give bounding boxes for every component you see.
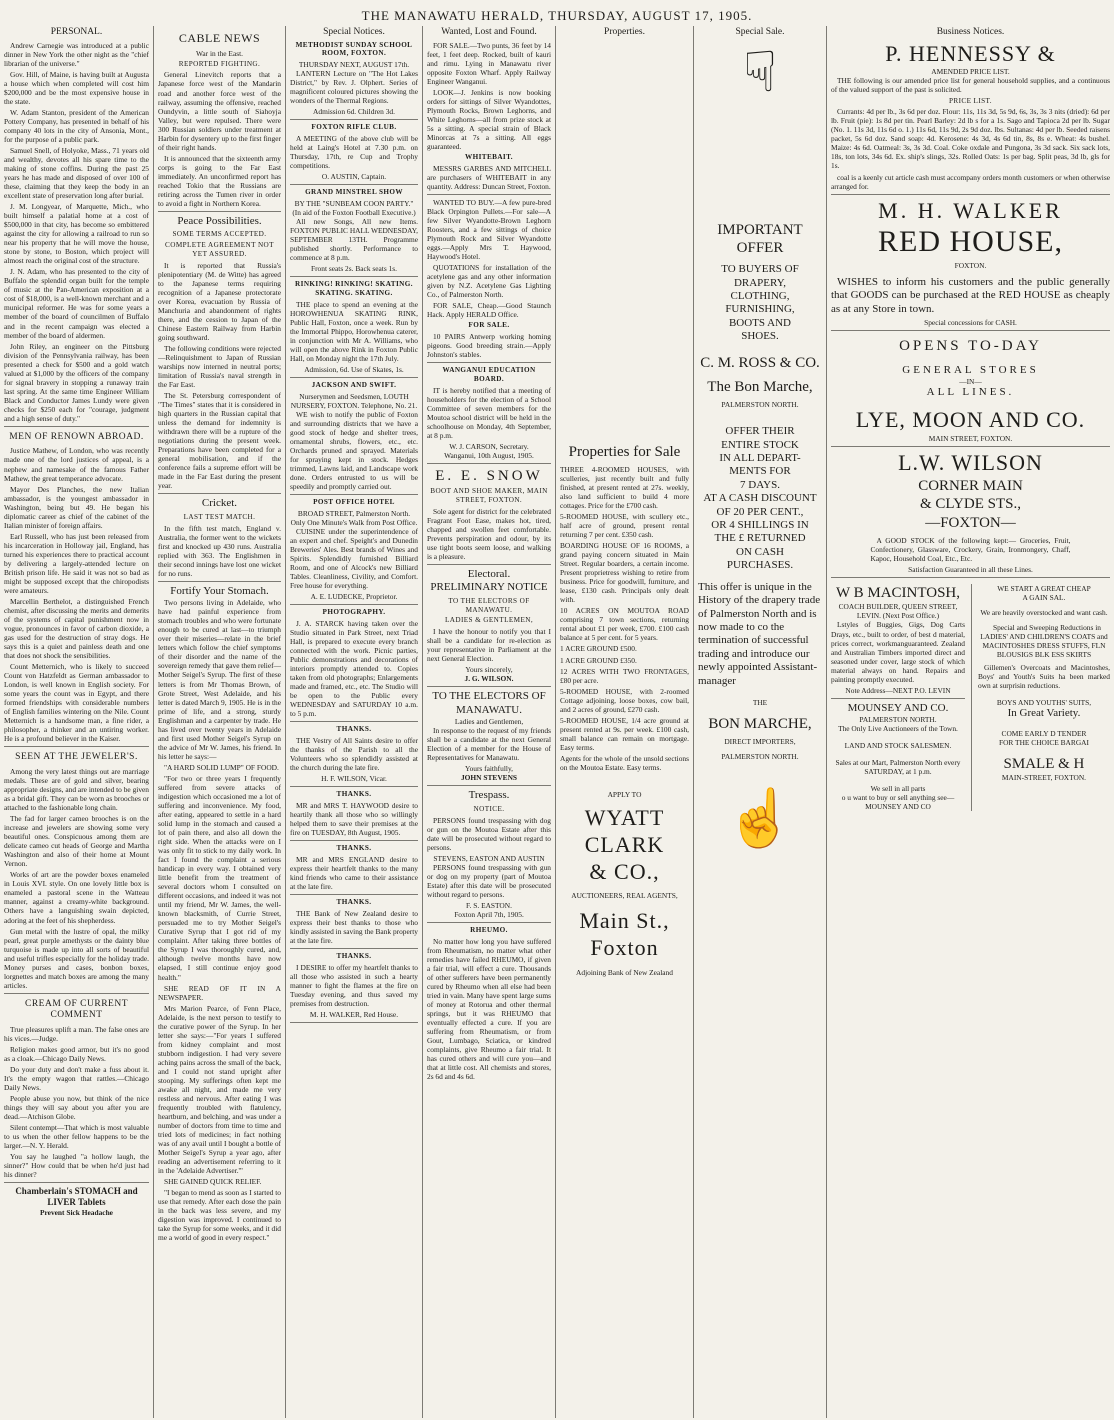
article-body bbox=[4, 767, 149, 990]
notice-text: I DESIRE to offer my heartfelt thanks to all those who assisted in such a hearty manner to fight the flames at the fire on Tuesday evening, and thus saved my premises from destruction. bbox=[290, 962, 418, 1009]
notice-signature: J. G. WILSON. bbox=[464, 674, 514, 684]
notice-title: PRELIMINARY NOTICE bbox=[430, 581, 548, 594]
paragraph: Gov. Hill, of Maine, is having built at Augusta a house which when completed will cost him $200,000 and be the most expensive house in the state. bbox=[4, 69, 149, 106]
advert-line: BOOTS AND bbox=[728, 316, 792, 329]
advert-line: IN ALL DEPART- bbox=[719, 452, 801, 465]
notice-text: J. A. STARCK having taken over the Studio situated in Park Street, next Triad Hall, is prepared to execute every branch connected with the work. Picnic parties, Public demonstrations and decorations of interiors promptly attended to. Copies taken from old photographs; Enlargements made and framed, etc., etc. The Studio will be open to the Public every WEDNESDAY and SATURDAY 10 a.m. to 5 p.m. bbox=[290, 619, 418, 719]
notice bbox=[290, 381, 418, 495]
notice-title: WHITEBAIT. bbox=[464, 152, 513, 161]
advert-text: Sole agent for district for the celebrated Fragrant Foot Ease, makes hot, tired, chapped and swollen feet comfortable. Prevents perspiration and odour, by its use tight boots seem loose, and walking is a pleasure. bbox=[427, 506, 551, 561]
property-list bbox=[560, 465, 689, 752]
paragraph: Do your duty and don't make a fuss about it. It's the empty wagon that rattles.—Chicago Daily News. bbox=[4, 1065, 149, 1093]
advert-text: o u want to buy or sell anything see— bbox=[841, 793, 955, 803]
notice-title: FOXTON RIFLE CLUB. bbox=[311, 123, 397, 132]
notice bbox=[290, 844, 418, 895]
notice-text: THE Bank of New Zealand desire to express their best thanks to those who kindly assisted in saving the Bank property at the late fire. bbox=[290, 908, 418, 946]
advert-text: In Great Variety. bbox=[1007, 707, 1081, 720]
notice bbox=[290, 952, 418, 1023]
divider bbox=[290, 119, 418, 120]
column-properties bbox=[556, 26, 693, 1418]
advert-subtitle: ALL LINES. bbox=[926, 386, 1015, 398]
paragraph: Two persons living in Adelaide, who have had painful experience from stomach troubles and who were fortunate enough to be cured at last—to triumph over their miseries—relate in the brief letters which follow the chief symptoms of their disorder and the name of the sovereign remedy that gave them relief—Mother Seigel's Syrup. The first of these letters is from Mr Thomas Brown, of Grote Street, West Adelaide, and his letter is dated March 9, 1905. He is in the prime of life, and a strong, sturdy Englishman and a carpenter by trade. He has lived over twenty years in Adelaide and first used Mother Seigel's Syrup on the advice of Mr W. James, his friend. In his letter he says:— bbox=[158, 598, 281, 761]
notice-title: METHODIST SUNDAY SCHOOL ROOM, FOXTON. bbox=[295, 40, 413, 58]
divider bbox=[290, 604, 418, 605]
paragraph: J. N. Adam, who has presented to the city of Buffalo the splendid organ built for the temple of music at the Pan-American exposition at a cost of $18,000, is a well-known merchant and a municipal reformer. He was for some years a member of the board of councilmen of Buffalo and in the recent campaign was elected a member of the board of aldermen. bbox=[4, 267, 149, 340]
notice bbox=[290, 725, 418, 787]
masthead: THE MANAWATU HERALD, THURSDAY, AUGUST 17, 1905. bbox=[361, 8, 753, 23]
article-body bbox=[158, 598, 281, 1242]
notice-text: 10 PAIRS Antwerp working homing pigeons. Good breeding strain.—Apply Johnston's stables. bbox=[427, 332, 551, 360]
notice-subtitle: BROAD STREET, Palmerston North. Only One Minute's Walk from Post Office. bbox=[290, 509, 418, 528]
classified-item: WANTED TO BUY.—A few pure-bred Black Orpington Pullets.—For sale—A few Silver Wyandotte-Brown Leghorn Roosters, and a few sittings of choice Plymouth Rock and Silver Wyandotte eggs.—Apply Mrs T. Haywood, Haywood's Hotel. bbox=[427, 197, 551, 262]
notice-title: FOR SALE. bbox=[468, 321, 510, 330]
classified-item: FOR SALE.—Two punts, 36 feet by 14 feet, 1 feet deep. Rocked, built of kauri and rimu. Lying in Manawatu river opposite Foxton Wharf. Apply Railway Engineer Wanganui. bbox=[427, 40, 551, 86]
firm-address: & CLYDE STS., bbox=[919, 496, 1021, 513]
advert-text: Satisfaction Guaranteed in all these Lines. bbox=[908, 565, 1033, 575]
notice-subtitle: THURSDAY NEXT, AUGUST 17th. bbox=[298, 60, 410, 70]
notice-text: MESSRS GARBES AND MITCHELL are purchasers of WHITEBAIT in any quantity. Address: Duncan Street, Foxton. bbox=[427, 163, 551, 191]
paragraph: Earl Russell, who has just been released from his incarceration in Holloway jail, England, has turned his experiences there to practical account by delivering a largely-attended lecture on British prison life. He said it was not so bad as might be supposed except that the chiropodists were amateurs. bbox=[4, 531, 149, 595]
firm-address: COACH BUILDER, QUEEN STREET, LEVIN. (Next Post Office.) bbox=[838, 602, 958, 621]
firm-address: —FOXTON— bbox=[925, 514, 1016, 531]
notice-footer: M. H. WALKER, Red House. bbox=[309, 1010, 399, 1020]
divider bbox=[158, 581, 281, 582]
classified-item: LOOK—J. Jenkins is now booking orders for sittings of Silver Wyandottes, Plymouth Rocks, Brown Leghorns, and White Leghorns—all from prize stock at 5s a sitting. A special strain of Black Minorcas at 7s a sitting. All eggs guaranteed. bbox=[427, 87, 551, 151]
advert-lines bbox=[698, 263, 822, 343]
notices-list bbox=[290, 41, 418, 1024]
firm-location: Adjoining Bank of New Zealand bbox=[576, 968, 673, 978]
notice-footer: H. F. WILSON, Vicar. bbox=[321, 774, 387, 784]
advert-line: 7 DAYS. bbox=[740, 478, 780, 491]
classified-list bbox=[427, 198, 551, 319]
section-heading: CREAM OF CURRENT COMMENT bbox=[24, 998, 128, 1021]
article-body bbox=[158, 524, 281, 578]
notice-title: PHOTOGRAPHY. bbox=[322, 608, 386, 617]
advert-text: Special and Sweeping Reductions in LADIES' AND CHILDREN'S COATS and MACINTOSHES DRESS STUFFS, FLN BLOUSIGS BLK ESS SKIRTS bbox=[980, 623, 1108, 660]
advert-text: Agents for the whole of the unsold sections on the Moutoa Estate. Easy terms. bbox=[560, 753, 689, 772]
advert-text: BOYS AND YOUTHS' SUITS, bbox=[996, 698, 1092, 708]
firm-name: MOUNSEY AND CO. bbox=[847, 701, 949, 714]
notice-text: PERSONS found trespassing with gun or dog on my property (part of Moutoa Estate) after this date will be prosecuted without regard to persons. bbox=[427, 862, 551, 899]
classified-item: FOR SALE, Cheap.—Good Staunch Hack. Apply HERALD Office. bbox=[427, 301, 551, 320]
firm-name: MOUNSEY AND CO bbox=[865, 802, 931, 812]
firm-name: WYATT CLARK bbox=[584, 804, 665, 857]
store-name: BON MARCHE, bbox=[708, 715, 812, 732]
divider bbox=[427, 785, 551, 786]
divider bbox=[427, 564, 551, 565]
sub-heading: REPORTED FIGHTING. bbox=[178, 59, 261, 68]
advert-text: No matter how long you have suffered from Rheumatism, no matter what other remedies have failed RHEUMO, if given a fair trial, will effect a cure. Thousands of other sufferers have been permanently cured by Rheumo when all else had been tried in vain. Many have spent large sums of money at Rotorua and other thermal springs, but it was RHEUMO that eventually effected a cure. If you are suffering from Rheumatism, or from Gout, Lumbago, Sciatica, or kindred complaints, give Rheumo a fair trial. It has cured others and will cure you—and that at little cost. All chemists and stores, 2s 6d and 4s 6d. bbox=[427, 936, 551, 1082]
paragraph: In the fifth test match, England v. Australia, the former went to the wickets first and knocked up 430 runs. Australia replied with 363. The Englishmen in their second innings have lost one wicket for no runs. bbox=[158, 523, 281, 578]
notice-title: TO THE ELECTORS OF MANAWATU. bbox=[432, 690, 546, 716]
price-list: Currants: 4d per lb., 3s 6d per doz. Flour: 11s, 11s 3d, 5s 9d, 6s, 3s, 3s 3 nits (dried): 6d per lb. Fruit (pie): 1s 8d per tin. Pearl Barley: 2d lb s for a 1s. Sago and Tapioca 2d per lb. Sugar (No. 1. 11s 3d, 11s 6d o. 1.) 11s 6d, 11s 9d, 2s 9d doz. lbs. Sultanas: 4d per lb. Seeded raisens packet, 5s 6d doz. Sand soap: 4d. Kerosene: 4s 3d, 4s 6d tin, 8s, 8s e. Wheat: 4s bushel. Maize: 4s 6d. Oatmeal: 3s, 3s 3d. Coal. Coke oxdale and Pungona, 3s 3d sack. Six sack lots, 18s, ton lots, 34s 6d. Ex. ship's slings, 32s. Rolled Oats: 1s per bag. Split peas, 3d lb, gls for 1s. bbox=[831, 107, 1110, 171]
advert-line: PURCHASES. bbox=[726, 559, 794, 572]
notice bbox=[290, 608, 418, 722]
divider bbox=[831, 698, 965, 699]
notice-title: THANKS. bbox=[336, 844, 372, 853]
notice-text: CUISINE under the superintendence of an expert and chef. Speight's and Dunedin Breweries' Ales. Best brands of Wines and Spirits. Splendidly furnished Billiard Room, and one of Alcock's new Billiard Tables. Cleanliness, Civility, and Comfort. Free house for everything. bbox=[290, 527, 418, 591]
divider bbox=[427, 362, 551, 363]
notice-text: PERSONS found trespassing with dog or gun on the Moutoa Estate after this date will be prosecuted without regard to persons. bbox=[427, 815, 551, 852]
divider bbox=[831, 577, 1110, 578]
firm-address: Main St., Foxton bbox=[579, 908, 670, 961]
notice-text: MR and MRS ENGLAND desire to express their heartfelt thanks to the many kind friends who came to their assistance at the late fire. bbox=[290, 855, 418, 892]
firm-name: M. H. WALKER bbox=[878, 197, 1063, 223]
notice-text: A MEETING of the above club will be held at Laing's Hotel at 7.30 p.m. on Thursday, 17th, re Cup and Trophy competitions. bbox=[290, 134, 418, 171]
divider bbox=[290, 377, 418, 378]
notice-title: NOTICE. bbox=[473, 804, 505, 813]
advert-title: A GAIN SAL. bbox=[1022, 593, 1066, 603]
firm-name: W B MACINTOSH, bbox=[835, 585, 961, 602]
notice-text: All new Songs, All new Items. FOXTON PUBLIC HALL WEDNESDAY, SEPTEMBER 13TH. Programme published shortly. Performance to commence at 8 p.m. bbox=[290, 217, 418, 263]
paragraph: It is announced that the sixteenth army corps is going to the Far East immediately. An unconfirmed report has reached Tokio that the Russians are retiring across the Tumen river in order to avoid a fight in Northern Korea. bbox=[158, 153, 281, 208]
store-location: FOXTON. bbox=[954, 260, 987, 270]
sub-heading: Cricket. bbox=[201, 497, 238, 510]
property-item: 1 ACRE GROUND £350. bbox=[560, 655, 637, 665]
wilson-advert bbox=[871, 450, 1071, 574]
paragraph: Gun metal with the lustre of opal, the milky pearl, great purple amethysts or the dainty blue turquoise is made up into all sorts of beautiful and useful trifles especially for the holiday trade. Money purses and cases, bonbon boxes, lorgnettes and match boxes are among the many articles. bbox=[4, 926, 149, 990]
advert-text: THE bbox=[752, 697, 768, 707]
advert-text: APPLY TO bbox=[607, 789, 642, 799]
notice-title: RHEUMO. bbox=[470, 925, 508, 934]
article-body bbox=[4, 446, 149, 743]
property-item: BOARDING HOUSE OF 16 ROOMS, a grand paying concern situated in Main Street. Regular boarders, a certain income. Present proprietress wishing to retire from business. Price for goodwill, furniture, and lease, £130 cash. Principals only dealt with. bbox=[560, 541, 689, 605]
section-heading: Properties. bbox=[604, 27, 645, 37]
notice-footer: Admission 6d. Children 3d. bbox=[313, 107, 395, 117]
advert-text: Gillemen's Overcoats and Macintoshes, Boys' and Youth's Suits ha been marked own at surprisin reductions. bbox=[977, 663, 1110, 691]
article-body bbox=[4, 41, 149, 423]
divider bbox=[427, 194, 551, 195]
paragraph: The fad for larger cameo brooches is on the increase and jewelers are showing some very beautiful ones. Conspicuous among them are delicate cameo cut heads of George and Martha Washington and also of their home at Mount Vernon. bbox=[4, 814, 149, 869]
paragraph: It is reported that Russia's plenipotentiary (M. de Witte) has agreed to the Japanese terms requiring recognition of a Japanese protectorate over Korea, evacuation by Russia of Manchuria and abandonment of rights there, and the cession to Japan of the Chinese Eastern Railway from Harbin going southward. bbox=[158, 260, 281, 342]
paragraph: True pleasures uplift a man. The false ones are his vices.—Judge. bbox=[4, 1024, 149, 1043]
notice bbox=[290, 123, 418, 185]
advert-text: A GOOD STOCK of the following kept:— Groceries, Fruit, Confectionery, Glassware, Crockery, Grain, Ironmongery, Chaff, Kapoc, Household Coal, Etc., Etc. bbox=[870, 535, 1071, 564]
advert-subtitle: Prevent Sick Headache bbox=[40, 1208, 113, 1218]
notice-title: WANGANUI EDUCATION BOARD. bbox=[442, 366, 536, 383]
paragraph: Mayor Des Planches, the new Italian ambassador, is the youngest ambassador in Washington, being but 49. He began his diplomatic career as chief of the cabinet of the Italian minister of foreign affairs. bbox=[4, 484, 149, 530]
notice-subtitle: Nurserymen and Seedsmen, LOUTH NURSERY, FOXTON. Telephone, No. 21. bbox=[290, 391, 418, 410]
paragraph: "A HARD SOLID LUMP" OF FOOD. bbox=[164, 762, 279, 772]
notice-title: THANKS. bbox=[336, 898, 372, 907]
section-heading: Business Notices. bbox=[936, 27, 1005, 37]
divider bbox=[290, 721, 418, 722]
divider bbox=[290, 1022, 418, 1023]
divider bbox=[290, 276, 418, 277]
section-heading: PERSONAL. bbox=[50, 27, 103, 37]
notice-subtitle: TO THE ELECTORS OF MANAWATU. bbox=[448, 596, 530, 614]
column-business-notices bbox=[827, 26, 1114, 1418]
column-wanted-lost-found bbox=[423, 26, 555, 1418]
advert-text: THE following is our amended price list for general household supplies, and a continuous of the valued support of the past is solicited. bbox=[831, 76, 1110, 95]
property-item: 1 ACRE GROUND £500. bbox=[560, 644, 637, 654]
notice-footer: Front seats 2s. Back seats 1s. bbox=[310, 264, 397, 274]
firm-name: L.W. WILSON bbox=[898, 450, 1043, 476]
notice-footer: A. E. LUDECKE, Proprietor. bbox=[310, 592, 398, 602]
store-location: PALMERSTON NORTH. bbox=[721, 400, 799, 410]
notice-text: WE wish to notify the public of Foxton and surrounding districts that we have a good stock of hedge and shelter trees, ornamental shrubs, flowers, etc., etc. Orchards pruned and sprayed. Materials for spraying kept in stock. Hedges trimmed, Lawns laid, and Landscape work done. Orders entrusted to us will be speedily and promptly carried out. bbox=[290, 409, 418, 492]
notice-date: Foxton April 7th, 1905. bbox=[454, 909, 524, 919]
notice-text: I have the honour to notify you that I shall be a candidate for re-election as your representative in Parliament at the next General Election. bbox=[427, 627, 551, 664]
advert-text: FOR THE CHOICE BARGAI bbox=[998, 737, 1089, 747]
advert-line: OR 4 SHILLINGS IN bbox=[711, 519, 809, 532]
section-heading: CABLE NEWS bbox=[178, 31, 261, 45]
notice-title: POST OFFICE HOTEL bbox=[313, 498, 395, 507]
divider bbox=[290, 840, 418, 841]
notice-text: In response to the request of my friends shall be a candidate at the next General Election of a member for the House of Representatives for Manawatu. bbox=[427, 726, 551, 763]
advert-title: IMPORTANT OFFER bbox=[717, 221, 803, 256]
notice-greeting: Ladies and Gentlemen, bbox=[454, 717, 524, 727]
notice-title: GRAND MINSTREL SHOW bbox=[305, 188, 403, 197]
advert-line: ON CASH bbox=[736, 545, 784, 558]
property-item: 5-ROOMED HOUSE, with scullery etc., half acre of ground, present rental returning 7 per cent. £350 cash. bbox=[560, 512, 689, 540]
notice-title: THANKS. bbox=[336, 790, 372, 799]
advert-line: ENTIRE STOCK bbox=[721, 438, 799, 451]
divider bbox=[427, 922, 551, 923]
firm-address: MAIN STREET, FOXTON. bbox=[928, 434, 1013, 444]
section-heading: Special Sale. bbox=[735, 27, 785, 37]
divider bbox=[4, 1182, 149, 1183]
advert-line: FURNISHING, bbox=[725, 303, 795, 316]
paragraph: People abuse you now, but think of the nice things they will say about you after you are dead.—Atchison Globe. bbox=[4, 1094, 149, 1122]
notice bbox=[290, 41, 418, 121]
advert-line: AT A CASH DISCOUNT bbox=[703, 492, 817, 505]
firm-title: AUCTIONEERS, REAL AGENTS, bbox=[571, 891, 678, 901]
divider bbox=[831, 330, 1110, 331]
notice-date: Wanganui, 10th August, 1905. bbox=[444, 450, 534, 460]
firm-name: LYE, MOON AND CO. bbox=[855, 407, 1086, 433]
firm-name: & CO., bbox=[589, 858, 660, 884]
divider bbox=[290, 948, 418, 949]
notice bbox=[290, 498, 418, 605]
article-body bbox=[4, 1025, 149, 1180]
divider bbox=[290, 494, 418, 495]
notice-title: THANKS. bbox=[336, 952, 372, 961]
store-name: RED HOUSE, bbox=[877, 225, 1063, 259]
paragraph: Silent contempt—That which is most valuable to us when the other fellow happens to be the larger.—N. Y. Herald. bbox=[4, 1123, 149, 1151]
notice-signature: Yours sincerely, bbox=[465, 665, 513, 675]
divider bbox=[158, 211, 281, 212]
sub-heading: Peace Possibilities. bbox=[177, 214, 262, 227]
paragraph: "I began to mend as soon as I started to use that remedy. After each dose the pain in the back was less severe, and my digestion was improved. I continued to take the Syrup for some weeks, and it did me a world of good in every respect." bbox=[158, 1188, 281, 1243]
section-heading: Trespass. bbox=[468, 789, 510, 802]
notice-signature: Yours faithfully, bbox=[464, 764, 514, 774]
notice-text: IT is hereby notified that a meeting of householders for the election of a School Committee of seven members for the Moutoa school district will be held in the schoolhouse on Monday, 4th September, at 8 p.m. bbox=[427, 385, 551, 440]
paragraph: Samuel Snell, of Holyoke, Mass., 71 years old and wealthy, devotes all his spare time to the making of stone coffins. During the past 25 years he has made and disposed of over 100 of these, claiming that they keep the body in an excellent state of preservation long after burial. bbox=[4, 145, 149, 201]
advert-line: THE £ RETURNED bbox=[714, 532, 806, 545]
notice-subtitle: BY THE "SUNBEAM COON PARTY." (In aid of the Foxton Football Executive.) bbox=[292, 199, 416, 218]
notice bbox=[290, 188, 418, 277]
firm-name: SMALE & H bbox=[1003, 755, 1085, 772]
advert-line: OFFER THEIR bbox=[725, 425, 795, 438]
paragraph: Among the very latest things out are marriage medals. These are of gold and silver, bearing appropriate designs, and are intended to be given as a bridal gift. They can be worn as brooches or attached to the fashionable long chain. bbox=[4, 767, 149, 813]
sub-heading: Fortify Your Stomach. bbox=[170, 584, 269, 597]
advert-text: We are heavily overstocked and want cash. bbox=[980, 608, 1108, 618]
article-body bbox=[158, 261, 281, 491]
sub-heading: SOME TERMS ACCEPTED. bbox=[172, 230, 267, 239]
paragraph: Count Metternich, who is likely to succeed Count von Hatzfeldt as German ambassador to London, is well known in English society. For some years the count was in Egypt, and there formed friendships with considerable numbers of English families wintering on the Nile. Count Metternich is a handsome man, a fine rider, a philosopher, a thinker and an untiring worker. He is a profound believer in the Kaiser. bbox=[4, 662, 149, 744]
notice-title: RINKING! RINKING! SKATING. SKATING. SKATING. bbox=[295, 280, 413, 298]
paragraph: Marcellin Berthelot, a distinguished French chemist, after discussing the merits and demerits of the systems of capital punishment now in vogue, pronounces in favor of carbon dioxide, a gas used for the destruction of stray dogs. He says this is a quiet and painless death and one that does not shock the sensibilities. bbox=[4, 596, 149, 661]
column-cable-news bbox=[154, 26, 285, 1418]
divider bbox=[158, 493, 281, 494]
smale-advert bbox=[978, 584, 1110, 811]
section-heading: Electoral. bbox=[467, 567, 511, 580]
firm-name: C. M. ROSS & CO. bbox=[700, 354, 820, 371]
advert-text: DIRECT IMPORTERS, bbox=[724, 737, 796, 747]
column-special-notices bbox=[286, 26, 422, 1418]
notice bbox=[290, 898, 418, 949]
advert-lines bbox=[698, 425, 822, 572]
notice-greeting: LADIES & GENTLEMEN, bbox=[444, 616, 534, 625]
paragraph: Religion makes good armor, but it's no good as a cloak.—Chicago Daily News. bbox=[4, 1044, 149, 1064]
paragraph: You say he laughed "a hollow laugh, the sinner?" How could that be when he'd just had his dinner? bbox=[4, 1152, 149, 1180]
notice-signature: STEVENS, EASTON AND AUSTIN bbox=[433, 853, 545, 863]
paragraph: SHE GAINED QUICK RELIEF. bbox=[164, 1177, 262, 1187]
section-heading: Special Notices. bbox=[323, 27, 385, 37]
advert-title: Chamberlain's STOMACH and LIVER Tablets bbox=[15, 1186, 138, 1208]
advert-text: —IN— bbox=[959, 376, 982, 386]
advert-subtitle: AMENDED PRICE LIST. bbox=[931, 67, 1010, 77]
firm-address: MAIN-STREET, FOXTON. bbox=[1001, 773, 1087, 783]
advert-line: MENTS FOR bbox=[729, 465, 791, 478]
advert-title: WE START A GREAT CHEAP bbox=[997, 584, 1091, 594]
advert-text: We sell in all parts bbox=[870, 784, 926, 794]
firm-address: CORNER MAIN bbox=[918, 478, 1023, 495]
advert-line: OF 20 PER CENT., bbox=[716, 505, 804, 518]
notice-text: LANTERN Lecture on "The Hot Lakes District," by Rev. J. Olphert. Series of magnificent coloured pictures showing the wonders of the Thermal Regions. bbox=[290, 69, 418, 106]
divider bbox=[290, 786, 418, 787]
property-item: 5-ROOMED HOUSE, with 2-roomed Cottage adjoining, loose boxes, cow bail, and 2 acres of ground, £270 cash. bbox=[560, 686, 689, 714]
notice-title: JACKSON AND SWIFT. bbox=[311, 381, 397, 390]
bottom-adverts bbox=[831, 584, 1110, 811]
advert-subtitle: GENERAL STORES bbox=[902, 363, 1039, 376]
advert-subtitle: BOOT AND SHOE MAKER, MAIN STREET, FOXTON. bbox=[430, 487, 548, 504]
paragraph: The St. Petersburg correspondent of "The Times" states that it is considered in high quarters in the Russian capital that unless the demand for indemnity is withdrawn there will be a rupture of the negotiations during the present week. Preparations have been completed for a general mobilisation, and if the conference fails a supreme effort will be made in the Far East during the present year. bbox=[158, 391, 281, 491]
paragraph: Mrs Marion Pearce, of Fenn Place, Adelaide, is the next person to testify to the curative power of the Syrup. In her letter she says:—"For years I suffered from kidney complaint and most stubborn indigestion. I had very severe aching pains across the small of the back, and I could not stand upright after stooping. My sufferings often kept me awake all night, and made me very restless and nervous. After eating I was frequently troubled with flatulency, heartburn, and belching, and was under a number of doctors from time to time and tried lots of medicines; in fact nothing was of any avail until I bought a bottle of Mother Seigel's Syrup a year ago, after reading an advertisement referring to it in the 'Adelaide Advertiser.'" bbox=[158, 1003, 281, 1176]
sub-heading: COMPLETE AGREEMENT NOT YET ASSURED. bbox=[165, 241, 274, 258]
notice bbox=[290, 280, 418, 378]
notice bbox=[290, 790, 418, 841]
advert-text: WISHES to inform his customers and the public generally that GOODS can be purchased at the RED HOUSE as cheaply as at any Store in town. bbox=[831, 276, 1110, 315]
notice-footer: Admission, 6d. Use of Skates, 1s. bbox=[304, 365, 404, 375]
classified-item: QUOTATIONS for installation of the acetylene gas and any other information given by N.Z. Acetylene Gas Lighting Co., of Palmerston North. bbox=[427, 263, 551, 300]
paragraph: Andrew Carnegie was introduced at a public dinner in New York the other night as the "chief librarian of the universe." bbox=[4, 40, 149, 68]
notice-signature: JOHN STEVENS bbox=[460, 773, 518, 783]
section-heading: SEEN AT THE JEWELER'S. bbox=[15, 752, 138, 763]
divider bbox=[831, 446, 1110, 447]
paragraph: W. Adam Stanton, president of the American Pottery Company, has presented in behalf of his company 40 lots in the city of Ansonia, Mont., for the purpose of a public park. bbox=[4, 107, 149, 144]
firm-address: Note Address—NEXT P.O. LEVIN bbox=[845, 685, 951, 695]
advert-title: Properties for Sale bbox=[568, 443, 681, 460]
divider bbox=[831, 194, 1110, 195]
advert-subtitle: PRICE LIST. bbox=[948, 96, 992, 105]
divider bbox=[427, 463, 551, 464]
advert-text: Lstyles of Buggies, Gigs, Dog Carts Drays, etc., built to order, of best d material, prices correct, workmanguaranteed. Zealand and Australian Timbers imported direct and seasoned under cover, large stock of which material always on hand. Repairs and painting promptly executed. bbox=[831, 620, 965, 684]
notice-signature: F. S. EASTON. bbox=[466, 900, 512, 910]
column-personal bbox=[0, 26, 153, 1418]
paragraph: John Riley, an engineer on the Pittsburg division of the Pennsylvania railway, has been presented a check for $500 and a gold watch valued at $1,000 by the officers of the company for signal bravery in stopping a runaway train last spring. At the same time Engineer William Black and Conductor James Lundy were given checks for $250 each for "courage, judgment and a high sense of duty." bbox=[4, 341, 149, 423]
divider bbox=[4, 993, 149, 994]
paragraph: General Linevitch reports that a Japanese force west of the Mandarin road and another force west of the railway, assuming the offensive, reached Oundyvin, a little south of Siahoyja Valley, but were repulsed. There were 300 Russian soldiers under treatment at Harbin for dysentery up to the first finger of their right hands. bbox=[158, 70, 281, 152]
pointing-hand-icon: ☟ bbox=[742, 41, 778, 104]
store-location: PALMERSTON NORTH. bbox=[721, 752, 799, 762]
property-item: 12 ACRES WITH TWO FRONTAGES, £80 per acre. bbox=[560, 666, 689, 685]
notice-footer: O. AUSTIN, Captain. bbox=[321, 172, 387, 182]
pointing-hand-icon: ☝ bbox=[725, 788, 795, 851]
property-item: THREE 4-ROOMED HOUSES, with sculleries, just recently built and fully finished, at present rented at 27s. weekly, also land sufficient to build 4 more cottages. Price for the £700 cash. bbox=[560, 464, 689, 510]
firm-name: P. HENNESSY & bbox=[885, 40, 1056, 66]
notice-text: THE place to spend an evening at the HOROWHENUA SKATING RINK, Public Hall, Foxton, once a week. Run by the Immortal Phippo, Horowhenua caterer, in conjunction with Mr A. Williams, who will open the above Rink in Foxton Public Hall, on Monday night the 17th July. bbox=[290, 299, 418, 364]
advert-line: TO BUYERS OF bbox=[721, 263, 799, 276]
paragraph: SHE READ OF IT IN A NEWSPAPER. bbox=[158, 983, 281, 1002]
section-heading: Wanted, Lost and Found. bbox=[441, 27, 537, 37]
paragraph: J. M. Longyear, of Marquette, Mich., who built himself a palatial home at a cost of $500,000 in that city, has become so embittered against the city for allowing a railroad to run so near his property that he will move the house, stone by stone, to Boston, which project will almost reach the original cost of the structure. bbox=[4, 202, 149, 266]
paragraph: Works of art are the powder boxes enameled in Louis XVI. style. On one lovely little box is enameled a pastoral scene in the Watteau manner, against a creamy-white background. Others have a languishing swain depicted, adoring at the feet of his shepherdess. bbox=[4, 870, 149, 925]
advert-line: CLOTHING, bbox=[730, 289, 790, 302]
advert-line: DRAPERY, bbox=[733, 276, 787, 289]
divider bbox=[427, 686, 551, 687]
sub-heading: LAST TEST MATCH. bbox=[183, 512, 256, 521]
section-heading: MEN OF RENOWN ABROAD. bbox=[9, 431, 144, 442]
property-item: 5-ROOMED HOUSE, 1/4 acre ground at present rented at 9s. per week. £100 cash, small balance can remain on mortgage. Easy terms. bbox=[560, 715, 689, 752]
divider bbox=[290, 184, 418, 185]
notice-title: THANKS. bbox=[336, 725, 372, 734]
classified-list bbox=[427, 41, 551, 151]
column-special-sale bbox=[694, 26, 826, 1418]
paragraph: The following conditions were rejected—Relinquishment to Japan of Russian warships now interned in neutral ports; limitation of Russia's naval strength in the Far East. bbox=[158, 343, 281, 390]
advert-title: OPENS TO-DAY bbox=[899, 338, 1042, 355]
paragraph: Justice Mathew, of London, who was recently made one of the lord justices of appeal, is a nephew and namesake of the famous Father Mathew, the great temperance advocate. bbox=[4, 446, 149, 483]
firm-location: PALMERSTON NORTH. bbox=[859, 715, 937, 725]
advert-title: E. E. SNOW bbox=[435, 467, 543, 484]
paragraph: "For two or three years I frequently suffered from severe attacks of indigestion which occasioned me a lot of suffering and inconvenience. My food, after eating, appeared to settle in a hard solid lump in the stomach and caused a lot of pain there, and also all down the right side. When the attacks were on I was only fit to stick to my daily work. In fact I found the complaint a serious handicap in every way. I obtained very little benefit from the treatment of several doctors whom I consulted on different occasions, and indeed it was not until my friend, Mr W. James, the well-known blacksmith, of Currie Street, persuaded me to try Mother Seigel's Curative Syrup that I got rid of my complaint. After taking three bottles of the Syrup I was thoroughly cured, and, although twelve months have now elapsed, I still continue enjoy good health." bbox=[158, 773, 281, 982]
divider bbox=[290, 894, 418, 895]
advert-text: coal is a keenly cut article cash must accompany orders month customers or when otherwise arranged for. bbox=[831, 172, 1110, 191]
advert-text: LAND AND STOCK SALESMEN. bbox=[844, 741, 952, 751]
advert-text: This offer is unique in the History of the drapery trade of Palmerston North and is now made to co the termination of successful trading and introduce our newly appointed Assistant-manager bbox=[698, 580, 821, 687]
advert-text: COME EARLY D TENDER bbox=[1001, 728, 1087, 738]
advert-text: The Only Live Auctioneers of the Town. bbox=[838, 724, 958, 734]
advert-text: Special concessions for CASH. bbox=[924, 318, 1017, 328]
store-name: The Bon Marche, bbox=[707, 378, 813, 395]
column-rule bbox=[971, 584, 972, 811]
divider bbox=[4, 426, 149, 427]
property-item: 10 ACRES ON MOUTOA ROAD comprising 7 town sections, returning rental about £1 per week, £700. £100 cash balance at 5 per cent. for 5 years. bbox=[560, 606, 689, 643]
divider bbox=[4, 746, 149, 747]
article-body bbox=[158, 70, 281, 207]
advert-text: Sales at our Mart, Palmerston North every SATURDAY, at 1 p.m. bbox=[835, 758, 961, 777]
notice-text: THE Vestry of All Saints desire to offer the thanks of the Parish to all the Volunteers who so splendidly assisted at the church during the late fire. bbox=[290, 736, 418, 773]
advert-line: SHOES. bbox=[741, 330, 779, 343]
notice-signature: W. J. CARSON, Secretary. bbox=[449, 441, 529, 451]
sub-heading: War in the East. bbox=[195, 48, 244, 58]
notice-text: MR and MRS T. HAYWOOD desire to heartily thank all those who so willingly helped them to save their premises at the fire on TUESDAY, 8th August, 1905. bbox=[290, 801, 418, 838]
macintosh-mounsey-adverts bbox=[831, 584, 965, 811]
